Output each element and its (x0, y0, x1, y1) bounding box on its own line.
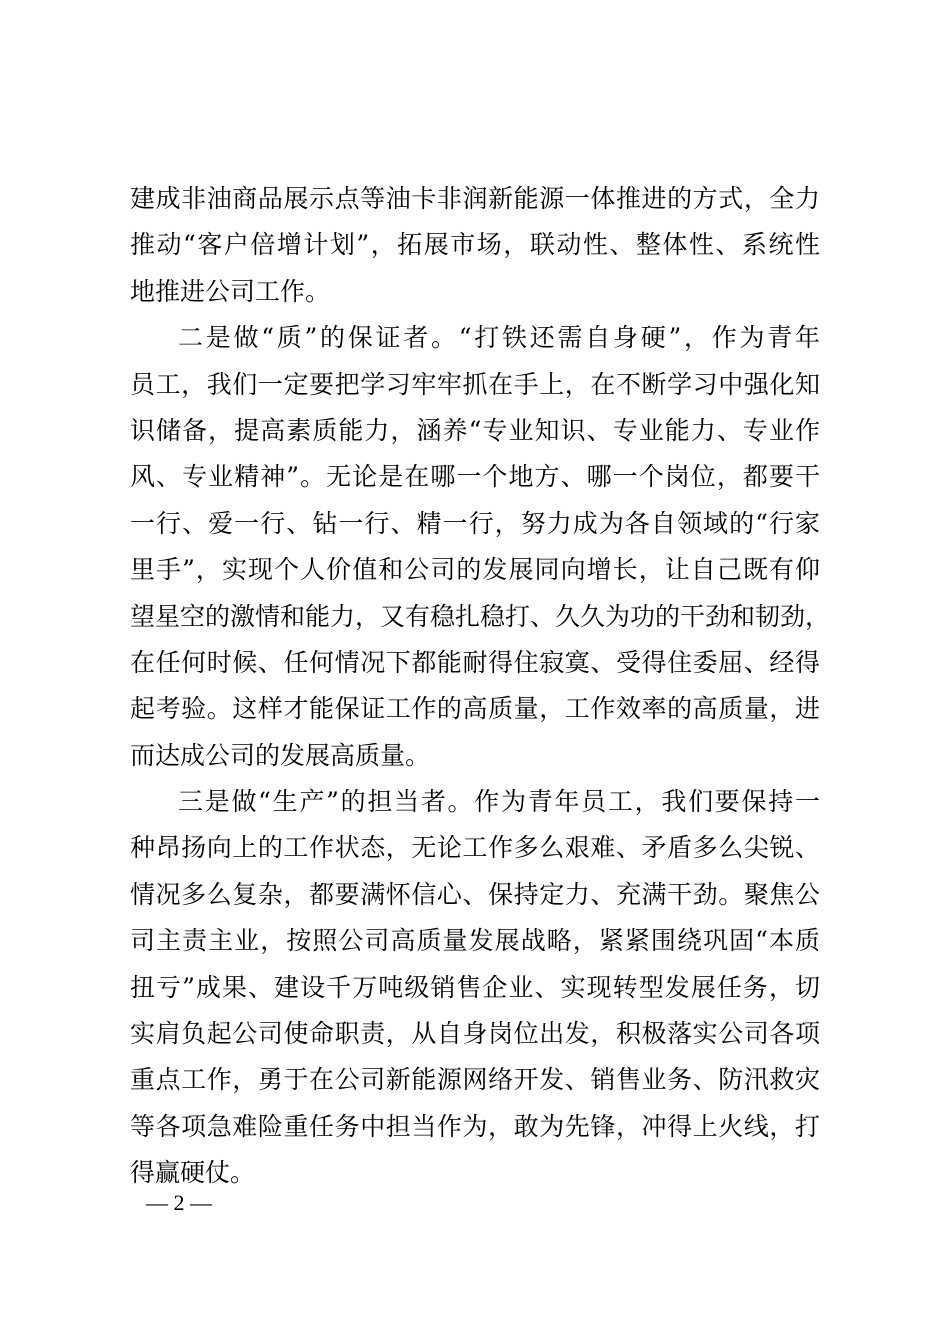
text-line: 一行、爱一行、钻一行、精一行，努力成为各自领域的“行家 (130, 508, 820, 538)
text-line: 等各项急难险重任务中担当作为，敢为先锋，冲得上火线，打 (130, 1111, 820, 1141)
text-line: 而达成公司的发展高质量。 (130, 740, 431, 770)
text-line: 实肩负起公司使命职责，从自身岗位出发，积极落实公司各项 (130, 1019, 820, 1049)
page-number: — 2 — (146, 1190, 212, 1215)
text-line: 员工，我们一定要把学习牢牢抓在手上，在不断学习中强化知 (130, 369, 820, 399)
text-line: 里手”，实现个人价值和公司的发展同向增长，让自己既有仰 (130, 555, 820, 585)
text-line: 推动“客户倍增计划”，拓展市场，联动性、整体性、系统性 (130, 230, 820, 260)
text-line: 风、专业精神”。无论是在哪一个地方、哪一个岗位，都要干 (130, 462, 820, 492)
text-line: 二是做“质”的保证者。“打铁还需自身硬”，作为青年 (178, 323, 820, 353)
text-line: 识储备，提高素质能力，涵养“专业知识、专业能力、专业作 (130, 415, 820, 445)
body-text (130, 176, 831, 1197)
text-line: 三是做“生产”的担当者。作为青年员工，我们要保持一 (178, 787, 820, 817)
text-line: 重点工作，勇于在公司新能源网络开发、销售业务、防汛救灾 (130, 1065, 820, 1095)
text-line: 望星空的激情和能力，又有稳扎稳打、久久为功的干劲和韧劲， (130, 601, 831, 631)
text-line: 建成非油商品展示点等油卡非润新能源一体推进的方式，全力 (130, 184, 820, 213)
text-line: 起考验。这样才能保证工作的高质量，工作效率的高质量，进 (130, 694, 820, 724)
text-line: 得赢硬仗。 (130, 1158, 256, 1188)
text-line: 地推进公司工作。 (130, 276, 331, 306)
text-line: 在任何时候、任何情况下都能耐得住寂寞、受得住委屈、经得 (130, 647, 820, 677)
text-line: 扭亏”成果、建设千万吨级销售企业、实现转型发展任务，切 (130, 972, 820, 1002)
text-line: 种昂扬向上的工作状态，无论工作多么艰难、矛盾多么尖锐、 (130, 833, 820, 863)
text-line: 情况多么复杂，都要满怀信心、保持定力、充满干劲。聚焦公 (130, 879, 820, 909)
text-line: 司主责主业，按照公司高质量发展战略，紧紧围绕巩固“本质 (130, 926, 820, 956)
